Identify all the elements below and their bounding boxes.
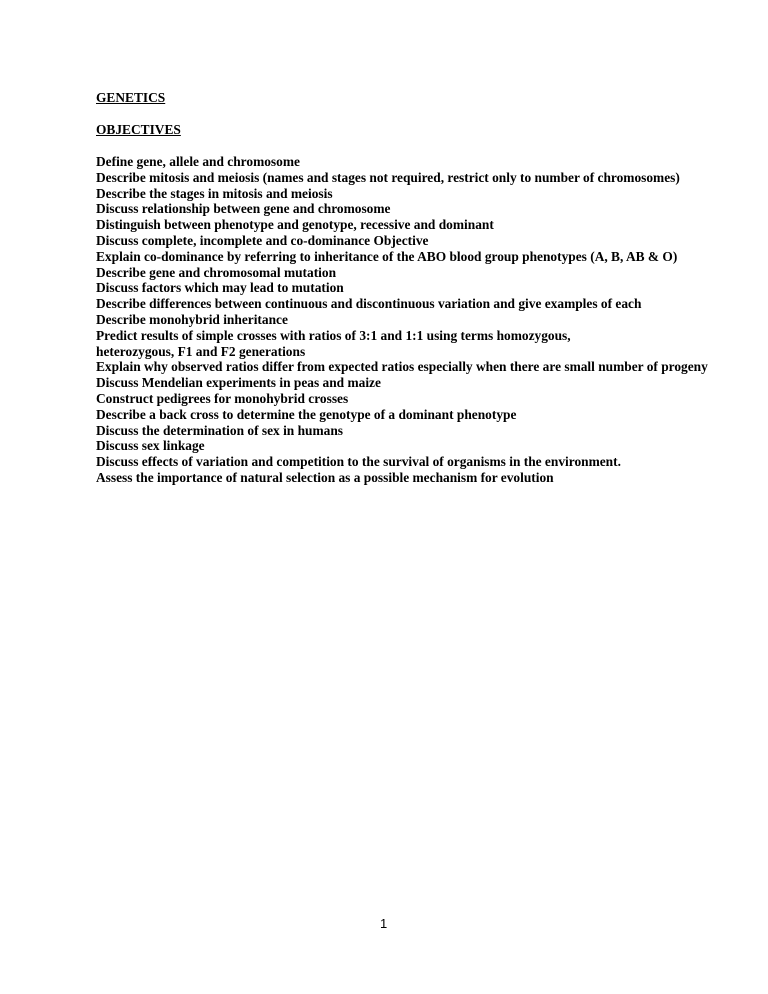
page-number: 1 bbox=[380, 916, 388, 931]
objective-item: Discuss relationship between gene and chromosome bbox=[96, 201, 391, 217]
objective-item: Discuss complete, incomplete and co-dominance Objective bbox=[96, 232, 429, 248]
objective-item: Describe a back cross to determine the genotype of a dominant phenotype bbox=[96, 406, 517, 422]
objective-item: Discuss sex linkage bbox=[96, 438, 205, 454]
objective-item: Explain co-dominance by referring to inheritance of the ABO blood group phenotypes (A, B, AB & O) bbox=[96, 248, 678, 264]
objective-item: Discuss the determination of sex in humans bbox=[96, 422, 344, 438]
objective-item: Explain why observed ratios differ from expected ratios especially when there are small number of progeny bbox=[96, 359, 708, 375]
objective-item: Describe gene and chromosomal mutation bbox=[96, 264, 337, 280]
objective-item: Assess the importance of natural selection as a possible mechanism for evolution bbox=[96, 469, 554, 485]
objective-item: Describe mitosis and meiosis (names and stages not required, restrict only to number of chromosomes) bbox=[96, 169, 680, 185]
objective-item: Discuss Mendelian experiments in peas and maize bbox=[96, 375, 381, 391]
objective-item: Define gene, allele and chromosome bbox=[96, 154, 300, 169]
objective-item: Distinguish between phenotype and genotype, recessive and dominant bbox=[96, 217, 494, 233]
objective-item: Describe differences between continuous and discontinuous variation and give examples of each bbox=[96, 296, 642, 312]
objectives-list bbox=[96, 154, 708, 486]
document-title: GENETICS bbox=[96, 90, 166, 105]
objective-item: Describe monohybrid inheritance bbox=[96, 311, 288, 327]
objective-item: Discuss factors which may lead to mutation bbox=[96, 280, 344, 296]
objective-item: Construct pedigrees for monohybrid crosses bbox=[96, 390, 349, 406]
section-heading: OBJECTIVES bbox=[96, 122, 181, 137]
objective-item: heterozygous, F1 and F2 generations bbox=[96, 343, 306, 359]
objective-item: Discuss effects of variation and competition to the survival of organisms in the environment. bbox=[96, 454, 621, 470]
objective-item: Predict results of simple crosses with ratios of 3:1 and 1:1 using terms homozygous, bbox=[96, 327, 571, 343]
objective-item: Describe the stages in mitosis and meiosis bbox=[96, 185, 333, 201]
